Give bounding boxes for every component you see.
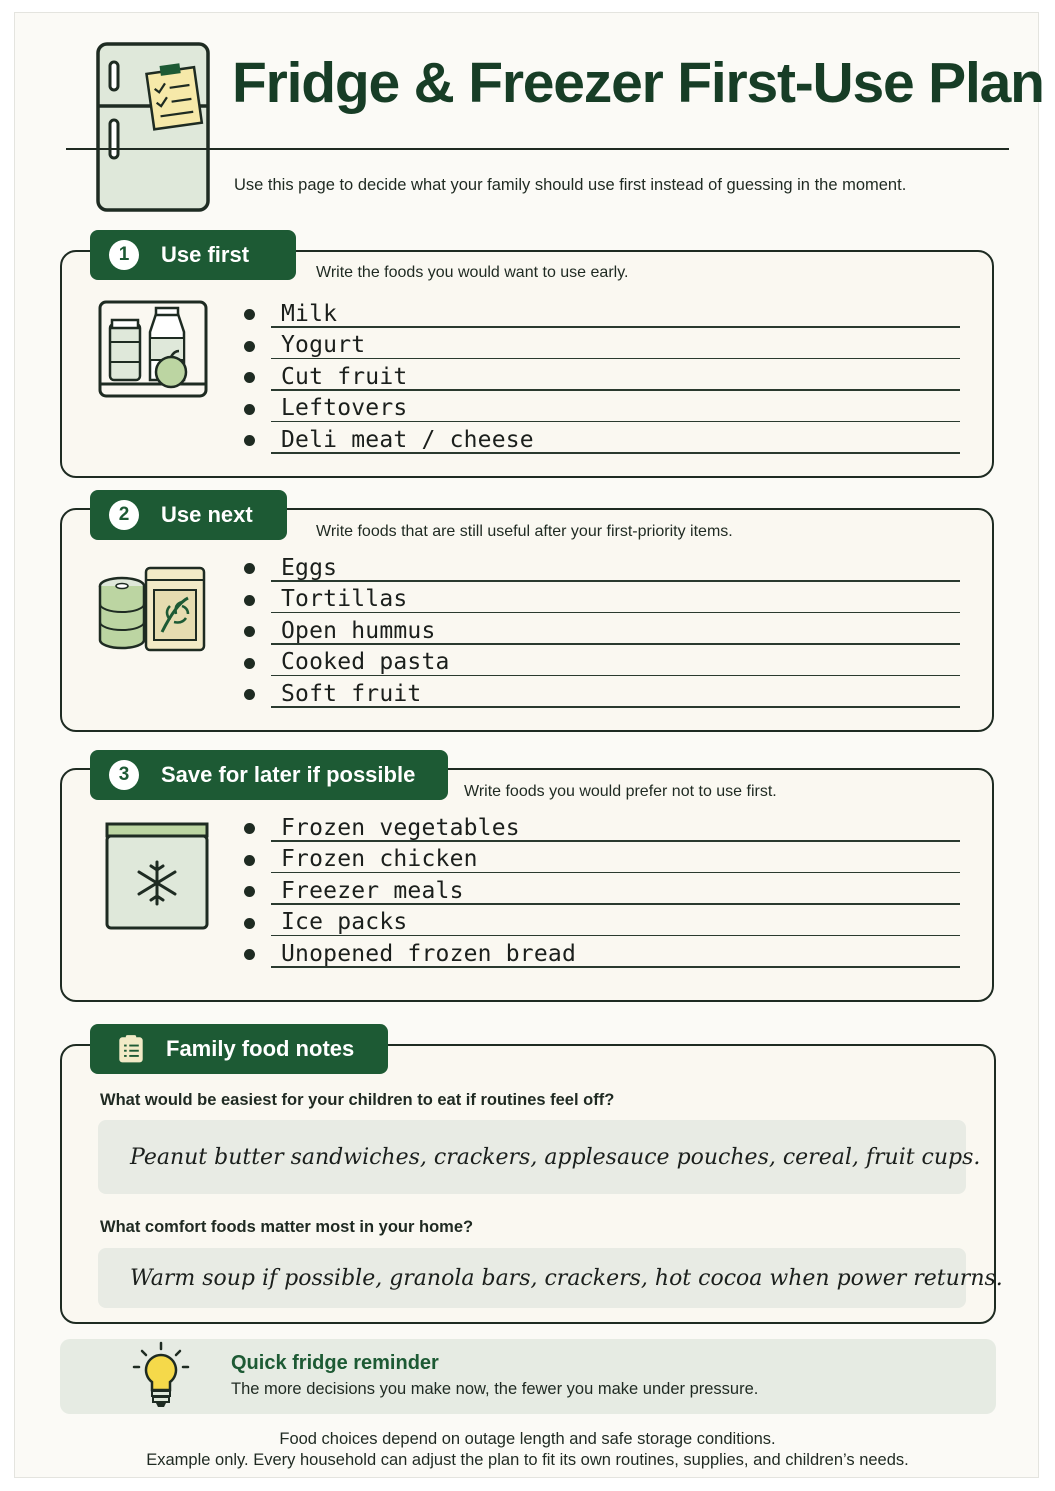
food-list	[244, 296, 960, 454]
list-item[interactable]	[244, 391, 960, 423]
writing-line	[271, 966, 960, 968]
section-number: 3	[109, 760, 139, 790]
bullet	[244, 563, 255, 574]
list-item[interactable]	[244, 422, 960, 454]
clipboard-checklist-icon	[118, 1033, 144, 1065]
bullet	[244, 309, 255, 320]
bullet	[244, 689, 255, 700]
fridge-icon	[96, 42, 210, 212]
handwritten-entry: Unopened frozen bread	[281, 940, 576, 967]
list-item[interactable]	[244, 359, 960, 391]
bullet	[244, 341, 255, 352]
section-hint: Write the foods you would want to use early.	[316, 264, 629, 281]
lightbulb-icon	[128, 1341, 194, 1409]
bullet	[244, 918, 255, 929]
handwritten-entry: Deli meat / cheese	[281, 426, 534, 453]
section-use-first	[60, 242, 994, 478]
food-list	[244, 810, 960, 968]
page-title: Fridge & Freezer First-Use Plan	[232, 51, 1044, 115]
bullet	[244, 886, 255, 897]
section-title: Family food notes	[166, 1036, 355, 1061]
bullet	[244, 658, 255, 669]
bullet	[244, 404, 255, 415]
page-subtitle: Use this page to decide what your family should use first instead of guessing in the moment.	[234, 176, 907, 194]
handwritten-entry: Eggs	[281, 554, 338, 581]
writing-line	[271, 452, 960, 454]
bullet	[244, 823, 255, 834]
section-number: 1	[109, 240, 139, 270]
bullet	[244, 949, 255, 960]
bullet	[244, 595, 255, 606]
list-item[interactable]	[244, 676, 960, 708]
section-save-for-later	[60, 762, 994, 1002]
header-divider	[66, 148, 1009, 150]
food-list	[244, 550, 960, 708]
answer-children[interactable]: Peanut butter sandwiches, crackers, applesauce pouches, cereal, fruit cups.	[98, 1120, 966, 1194]
section-use-next	[60, 502, 994, 732]
handwritten-entry: Ice packs	[281, 909, 408, 935]
section-title: Use first	[161, 242, 250, 267]
bullet	[244, 626, 255, 637]
writing-line	[271, 706, 960, 708]
handwritten-entry: Cooked pasta	[281, 649, 450, 675]
handwritten-entry: Tortillas	[281, 586, 408, 612]
bullet	[244, 855, 255, 866]
section-tab-save-for-later	[90, 750, 448, 800]
section-hint: Write foods that are still useful after your first-priority items.	[316, 523, 733, 540]
list-item[interactable]	[244, 936, 960, 968]
handwritten-entry: Frozen chicken	[281, 846, 478, 872]
handwritten-entry: Frozen vegetables	[281, 814, 520, 841]
reminder-text: The more decisions you make now, the fewer you make under pressure.	[231, 1380, 759, 1398]
freezer-bag-snowflake-icon	[104, 822, 210, 932]
quick-reminder-banner	[60, 1339, 996, 1414]
handwritten-entry: Yogurt	[281, 332, 366, 358]
handwritten-entry: Open hummus	[281, 617, 436, 644]
list-item[interactable]	[244, 842, 960, 874]
reminder-title: Quick fridge reminder	[231, 1352, 439, 1374]
list-item[interactable]	[244, 613, 960, 645]
answer-comfort-foods[interactable]: Warm soup if possible, granola bars, crackers, hot cocoa when power returns.	[98, 1248, 966, 1308]
list-item[interactable]	[244, 296, 960, 328]
handwritten-entry: Leftovers	[281, 395, 408, 421]
handwritten-entry: Milk	[281, 300, 338, 327]
section-tab-use-first	[90, 230, 296, 280]
footer-disclaimer: Example only. Every household can adjust the plan to fit its own routines, supplies, and children’s needs.	[146, 1451, 909, 1469]
section-tab-use-next	[90, 490, 287, 540]
footer-note: Food choices depend on outage length and safe storage conditions.	[279, 1430, 776, 1448]
section-title: Save for later if possible	[161, 762, 416, 787]
section-tab-family-notes	[90, 1024, 388, 1074]
list-item[interactable]	[244, 328, 960, 360]
section-family-notes	[60, 1036, 1003, 1324]
section-number: 2	[109, 500, 139, 530]
list-item[interactable]	[244, 582, 960, 614]
handwritten-entry: Cut fruit	[281, 363, 408, 390]
handwritten-entry: Soft fruit	[281, 680, 422, 707]
bullet	[244, 372, 255, 383]
handwritten-entry: Freezer meals	[281, 877, 464, 904]
list-item[interactable]	[244, 810, 960, 842]
section-hint: Write foods you would prefer not to use first.	[464, 783, 777, 800]
can-and-box-icon	[98, 564, 210, 656]
list-item[interactable]	[244, 873, 960, 905]
list-item[interactable]	[244, 550, 960, 582]
bullet	[244, 435, 255, 446]
question-comfort-foods: What comfort foods matter most in your home?	[100, 1218, 474, 1236]
list-item[interactable]	[244, 905, 960, 937]
list-item[interactable]	[244, 645, 960, 677]
pantry-jars-milk-apple-icon	[98, 300, 208, 398]
question-children: What would be easiest for your children to eat if routines feel off?	[100, 1091, 615, 1109]
section-title: Use next	[161, 502, 253, 527]
